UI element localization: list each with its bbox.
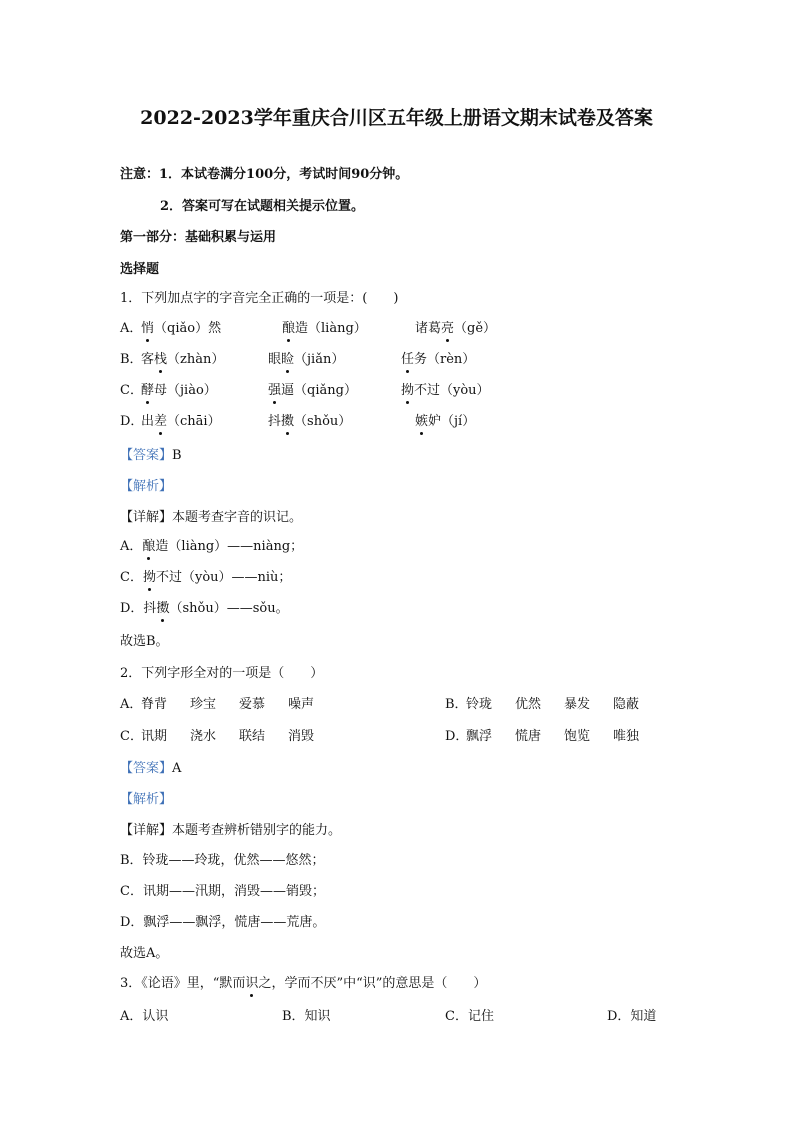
- q2-stem: 2．下列字形全对的一项是（ ）: [120, 666, 324, 681]
- dotted-char: 拗: [142, 570, 156, 585]
- dotted-char: 酿: [142, 539, 156, 554]
- q3-option-a: A．认识: [120, 1009, 169, 1024]
- q1-explain-line: A．酿造（liàng）——niàng；: [120, 539, 304, 554]
- detail-label: 【详解】: [120, 510, 173, 525]
- option-word-1: 悄（qiǎo）然: [141, 321, 222, 336]
- answer-value: A: [172, 761, 182, 776]
- notes-prefix: 注意：: [120, 167, 160, 182]
- dotted-char: 亮: [441, 321, 455, 336]
- option-word-2: 眼睑（jiǎn）: [268, 352, 345, 367]
- q1-answer: [120, 447, 182, 465]
- dotted-char: 强: [268, 383, 282, 398]
- part-heading: 第一部分：基础积累与运用: [120, 230, 277, 245]
- q2-answer: [120, 760, 181, 778]
- detail-text: 本题考查辨析错别字的能力。: [172, 823, 342, 838]
- notes-line-1: [120, 166, 408, 184]
- option-word-3: 嫉妒（jí）: [415, 414, 476, 429]
- q2-explain-line: B．铃珑——玲珑，优然——悠然；: [120, 853, 325, 868]
- q1-detail: [120, 509, 302, 527]
- dotted-char: 悄: [141, 321, 155, 336]
- option-word-2: 酿造（liàng）: [282, 321, 367, 336]
- option-word-2: 强逼（qiǎng）: [268, 383, 357, 398]
- q3-option-c: C．记住: [445, 1009, 494, 1024]
- option-letter: B．: [120, 352, 143, 367]
- q2-analysis-label: 【解析】: [120, 792, 173, 807]
- dotted-char: 酿: [282, 321, 296, 336]
- q2-detail: [120, 822, 341, 840]
- option-word-3: 任务（rèn）: [401, 352, 476, 367]
- note-1: 1．本试卷满分100分，考试时间90分钟。: [159, 167, 409, 182]
- option-word-3: 拗不过（yòu）: [401, 383, 490, 398]
- dotted-char: 栈: [154, 352, 168, 367]
- detail-label: 【详解】: [120, 823, 173, 838]
- note-2: 2．答案可写在试题相关提示位置。: [160, 199, 365, 214]
- detail-text: 本题考查字音的识记。: [172, 510, 303, 525]
- q1-analysis-label: 【解析】: [120, 479, 173, 494]
- section-heading: 选择题: [120, 262, 160, 277]
- dotted-char: 酵: [141, 383, 155, 398]
- option-word-1: 出差（chāi）: [141, 414, 221, 429]
- dotted-char: 擞: [156, 601, 170, 616]
- dotted-char: 擞: [281, 414, 295, 429]
- answer-value: B: [172, 448, 182, 463]
- q1-conclusion: 故选B。: [120, 634, 169, 649]
- q3-option-d: D．知道: [607, 1009, 657, 1024]
- q3-stem: 3．《论语》里，“默而识之，学而不厌”中“识”的意思是（ ）: [120, 976, 487, 991]
- option-word-2: 抖擞（shǒu）: [268, 414, 352, 429]
- dotted-char: 拗: [401, 383, 415, 398]
- option-word-1: 酵母（jiào）: [141, 383, 217, 398]
- q2-explain-line: D．飘浮——飘浮，慌唐——荒唐。: [120, 915, 326, 930]
- option-word-3: 诸葛亮（gě）: [415, 321, 497, 336]
- q2-conclusion: 故选A。: [120, 946, 169, 961]
- dotted-char: 嫉: [415, 414, 429, 429]
- dotted-char: 任: [401, 352, 415, 367]
- option-letter: D．: [120, 414, 144, 429]
- option-letter: A．: [120, 321, 143, 336]
- dotted-char: 识: [245, 976, 259, 991]
- option-word-1: 客栈（zhàn）: [141, 352, 225, 367]
- q1-explain-line: C．拗不过（yòu）——niù；: [120, 570, 292, 585]
- answer-label: 【答案】: [120, 761, 173, 776]
- dotted-char: 差: [154, 414, 168, 429]
- option-letter: C．: [120, 383, 143, 398]
- answer-label: 【答案】: [120, 448, 173, 463]
- page-title: 2022-2023学年重庆合川区五年级上册语文期末试卷及答案: [140, 107, 653, 129]
- q3-option-b: B．知识: [282, 1009, 331, 1024]
- q1-stem: 1．下列加点字的字音完全正确的一项是：( ): [120, 291, 399, 306]
- dotted-char: 睑: [281, 352, 295, 367]
- q1-explain-line: D．抖擞（shǒu）——sǒu。: [120, 601, 289, 616]
- q2-explain-line: C．讯期——汛期，消毁——销毁；: [120, 884, 325, 899]
